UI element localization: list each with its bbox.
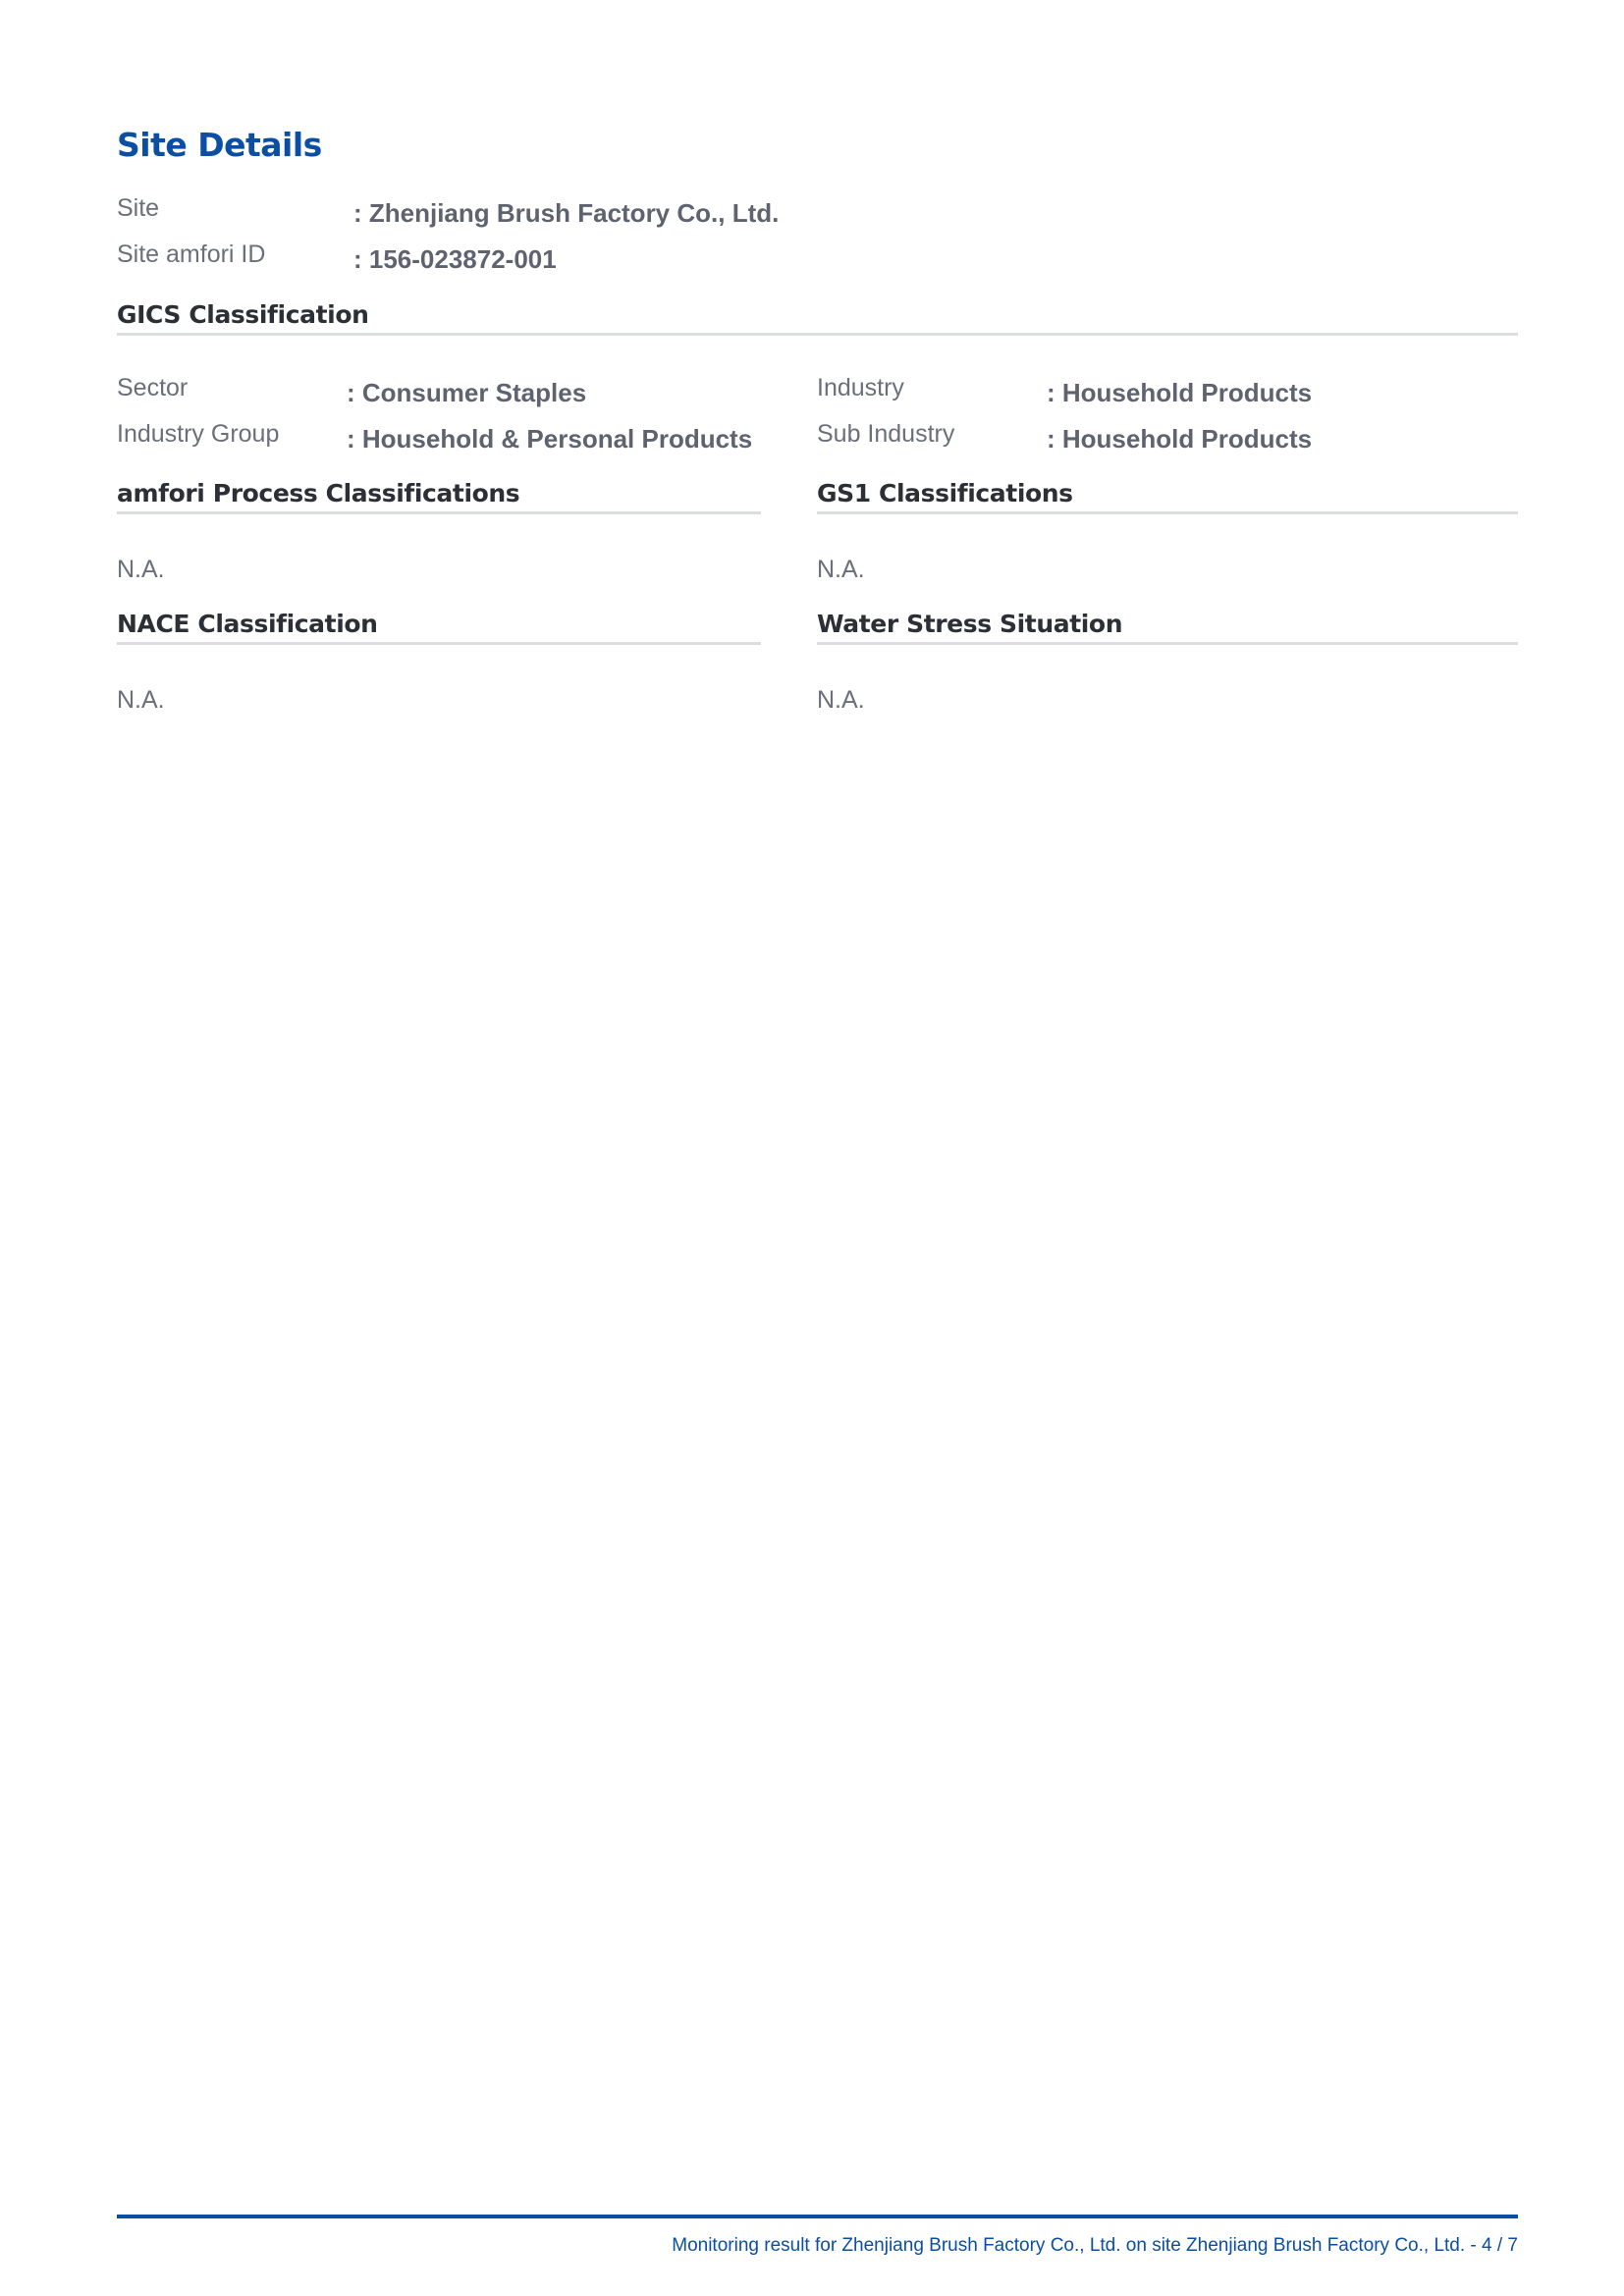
- footer-text: Monitoring result for Zhenjiang Brush Factory Co., Ltd. on site Zhenjiang Brush Factory Co., Ltd. - 4 / 7: [672, 2235, 1518, 2256]
- nace-heading: NACE Classification: [117, 610, 378, 638]
- water-stress-heading: Water Stress Situation: [817, 610, 1123, 638]
- industry-group-value: : Household & Personal Products: [347, 424, 753, 454]
- nace-value: N.A.: [117, 686, 165, 714]
- gs1-divider: [817, 511, 1518, 514]
- gs1-heading: GS1 Classifications: [817, 479, 1073, 507]
- gs1-value: N.A.: [817, 556, 865, 583]
- site-id-label: Site amfori ID: [117, 240, 266, 268]
- industry-group-row: [117, 420, 765, 459]
- industry-label: Industry: [817, 374, 904, 401]
- site-value: : Zhenjiang Brush Factory Co., Ltd.: [353, 198, 780, 228]
- page-title: Site Details: [117, 126, 322, 164]
- industry-value: : Household Products: [1047, 378, 1313, 407]
- amfori-process-value: N.A.: [117, 556, 165, 583]
- nace-divider: [117, 642, 761, 645]
- sector-row: [117, 374, 765, 413]
- site-id-value: : 156-023872-001: [353, 244, 557, 274]
- water-stress-value: N.A.: [817, 686, 865, 714]
- industry-group-label: Industry Group: [117, 420, 280, 448]
- sub-industry-row: [817, 420, 1504, 459]
- sector-value: : Consumer Staples: [347, 378, 587, 407]
- gics-heading: GICS Classification: [117, 300, 369, 329]
- site-row: [117, 194, 804, 234]
- amfori-process-divider: [117, 511, 761, 514]
- sub-industry-label: Sub Industry: [817, 420, 955, 448]
- amfori-process-heading: amfori Process Classifications: [117, 479, 520, 507]
- sector-label: Sector: [117, 374, 189, 401]
- site-id-row: [117, 240, 804, 280]
- gics-divider: [117, 333, 1518, 336]
- footer-divider: [117, 2215, 1518, 2218]
- water-stress-divider: [817, 642, 1518, 645]
- industry-row: [817, 374, 1504, 413]
- site-label: Site: [117, 194, 160, 222]
- sub-industry-value: : Household Products: [1047, 424, 1313, 454]
